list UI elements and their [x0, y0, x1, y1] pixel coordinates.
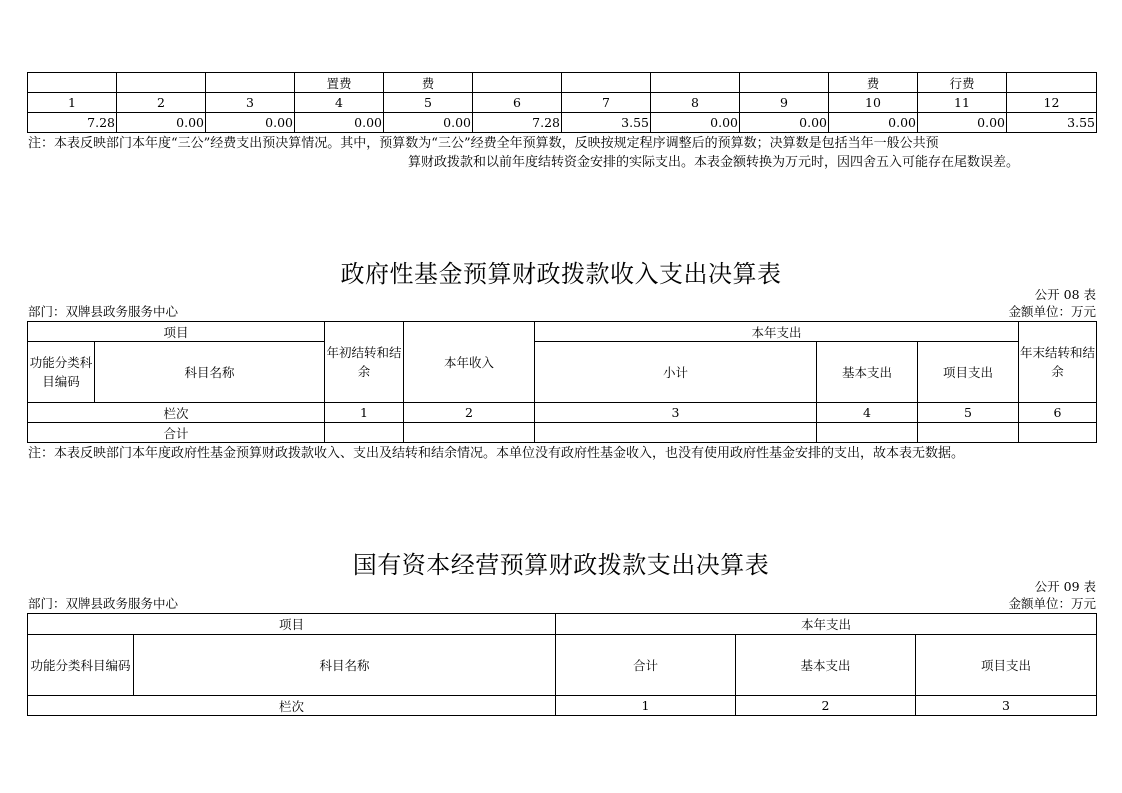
table-header-row — [28, 342, 1097, 403]
header-basic-expenditure: 基本支出 — [736, 635, 916, 696]
total-cell — [535, 423, 817, 443]
department-label: 部门：双牌县政务服务中心 — [28, 596, 179, 611]
index-cell: 8 — [651, 93, 740, 113]
header-cell — [740, 73, 829, 93]
header-cell: 费 — [829, 73, 918, 93]
total-cell — [918, 423, 1019, 443]
table-row — [28, 403, 1097, 423]
value-cell: 7.28 — [473, 113, 562, 133]
header-function-code: 功能分类科目编码 — [28, 635, 134, 696]
header-project: 项目 — [28, 322, 325, 342]
value-cell: 0.00 — [740, 113, 829, 133]
value-cell: 0.00 — [829, 113, 918, 133]
total-cell — [817, 423, 918, 443]
column-number: 1 — [556, 696, 736, 716]
header-subject-name: 科目名称 — [134, 635, 556, 696]
value-cell: 0.00 — [651, 113, 740, 133]
index-cell: 10 — [829, 93, 918, 113]
page-title: 国有资本经营预算财政拨款支出决算表 — [352, 551, 770, 579]
index-cell: 5 — [384, 93, 473, 113]
table-row — [28, 423, 1097, 443]
header-income: 本年收入 — [404, 322, 535, 403]
header-subject-name: 科目名称 — [95, 342, 325, 403]
index-cell: 7 — [562, 93, 651, 113]
page-title: 政府性基金预算财政拨款收入支出决算表 — [340, 260, 782, 288]
column-number-label: 栏次 — [28, 696, 556, 716]
table-header-row — [28, 614, 1097, 635]
table-government-fund — [27, 321, 1097, 443]
column-number: 3 — [916, 696, 1097, 716]
table-header-row — [28, 73, 1097, 93]
header-cell — [206, 73, 295, 93]
table-index-row — [28, 93, 1097, 113]
value-cell: 0.00 — [918, 113, 1007, 133]
table-code: 公开 09 表 — [1034, 579, 1096, 594]
value-cell: 0.00 — [384, 113, 473, 133]
value-cell: 0.00 — [206, 113, 295, 133]
department-label: 部门：双牌县政务服务中心 — [28, 304, 179, 319]
column-number: 2 — [736, 696, 916, 716]
column-number: 1 — [325, 403, 404, 423]
amount-unit: 金额单位：万元 — [1008, 596, 1096, 611]
total-cell — [325, 423, 404, 443]
index-cell: 1 — [28, 93, 117, 113]
header-current-expenditure: 本年支出 — [535, 322, 1019, 342]
table-header-row — [28, 635, 1097, 696]
index-cell: 11 — [918, 93, 1007, 113]
header-cell: 行费 — [918, 73, 1007, 93]
value-cell: 0.00 — [295, 113, 384, 133]
column-number: 5 — [918, 403, 1019, 423]
header-project: 项目 — [28, 614, 556, 635]
table-note-continued: 算财政拨款和以前年度结转资金安排的实际支出。本表金额转换为万元时，因四舍五入可能存在尾数误差。 — [408, 155, 1020, 170]
column-number: 2 — [404, 403, 535, 423]
header-cell — [28, 73, 117, 93]
header-begin-balance: 年初结转和结余 — [325, 322, 404, 403]
header-cell — [473, 73, 562, 93]
table-sangong-fragment — [27, 72, 1097, 133]
index-cell: 3 — [206, 93, 295, 113]
column-number: 4 — [817, 403, 918, 423]
header-cell — [562, 73, 651, 93]
header-total: 合计 — [556, 635, 736, 696]
table-value-row — [28, 113, 1097, 133]
value-cell: 3.55 — [562, 113, 651, 133]
header-subtotal: 小计 — [535, 342, 817, 403]
header-cell — [651, 73, 740, 93]
header-cell — [1007, 73, 1097, 93]
column-number-label: 栏次 — [28, 403, 325, 423]
header-end-balance: 年末结转和结余 — [1019, 322, 1097, 403]
header-cell — [117, 73, 206, 93]
value-cell: 7.28 — [28, 113, 117, 133]
index-cell: 4 — [295, 93, 384, 113]
total-label: 合计 — [28, 423, 325, 443]
total-cell — [1019, 423, 1097, 443]
table-header-row — [28, 322, 1097, 342]
header-current-expenditure: 本年支出 — [556, 614, 1097, 635]
total-cell — [404, 423, 535, 443]
index-cell: 12 — [1007, 93, 1097, 113]
column-number: 6 — [1019, 403, 1097, 423]
value-cell: 3.55 — [1007, 113, 1097, 133]
amount-unit: 金额单位：万元 — [1008, 304, 1096, 319]
header-cell: 费 — [384, 73, 473, 93]
table-note: 注：本表反映部门本年度“三公”经费支出预决算情况。其中，预算数为“三公”经费全年预算数，反映按规定程序调整后的预算数；决算数是包括当年一般公共预 — [28, 136, 939, 151]
table-row — [28, 696, 1097, 716]
header-cell: 置费 — [295, 73, 384, 93]
header-project-expenditure: 项目支出 — [916, 635, 1097, 696]
index-cell: 6 — [473, 93, 562, 113]
table-note: 注：本表反映部门本年度政府性基金预算财政拨款收入、支出及结转和结余情况。本单位没有政府性基金收入，也没有使用政府性基金安排的支出，故本表无数据。 — [28, 446, 965, 461]
value-cell: 0.00 — [117, 113, 206, 133]
header-function-code: 功能分类科目编码 — [28, 342, 95, 403]
table-code: 公开 08 表 — [1034, 287, 1096, 302]
index-cell: 9 — [740, 93, 829, 113]
header-project-expenditure: 项目支出 — [918, 342, 1019, 403]
header-basic-expenditure: 基本支出 — [817, 342, 918, 403]
column-number: 3 — [535, 403, 817, 423]
table-state-capital — [27, 613, 1097, 716]
index-cell: 2 — [117, 93, 206, 113]
